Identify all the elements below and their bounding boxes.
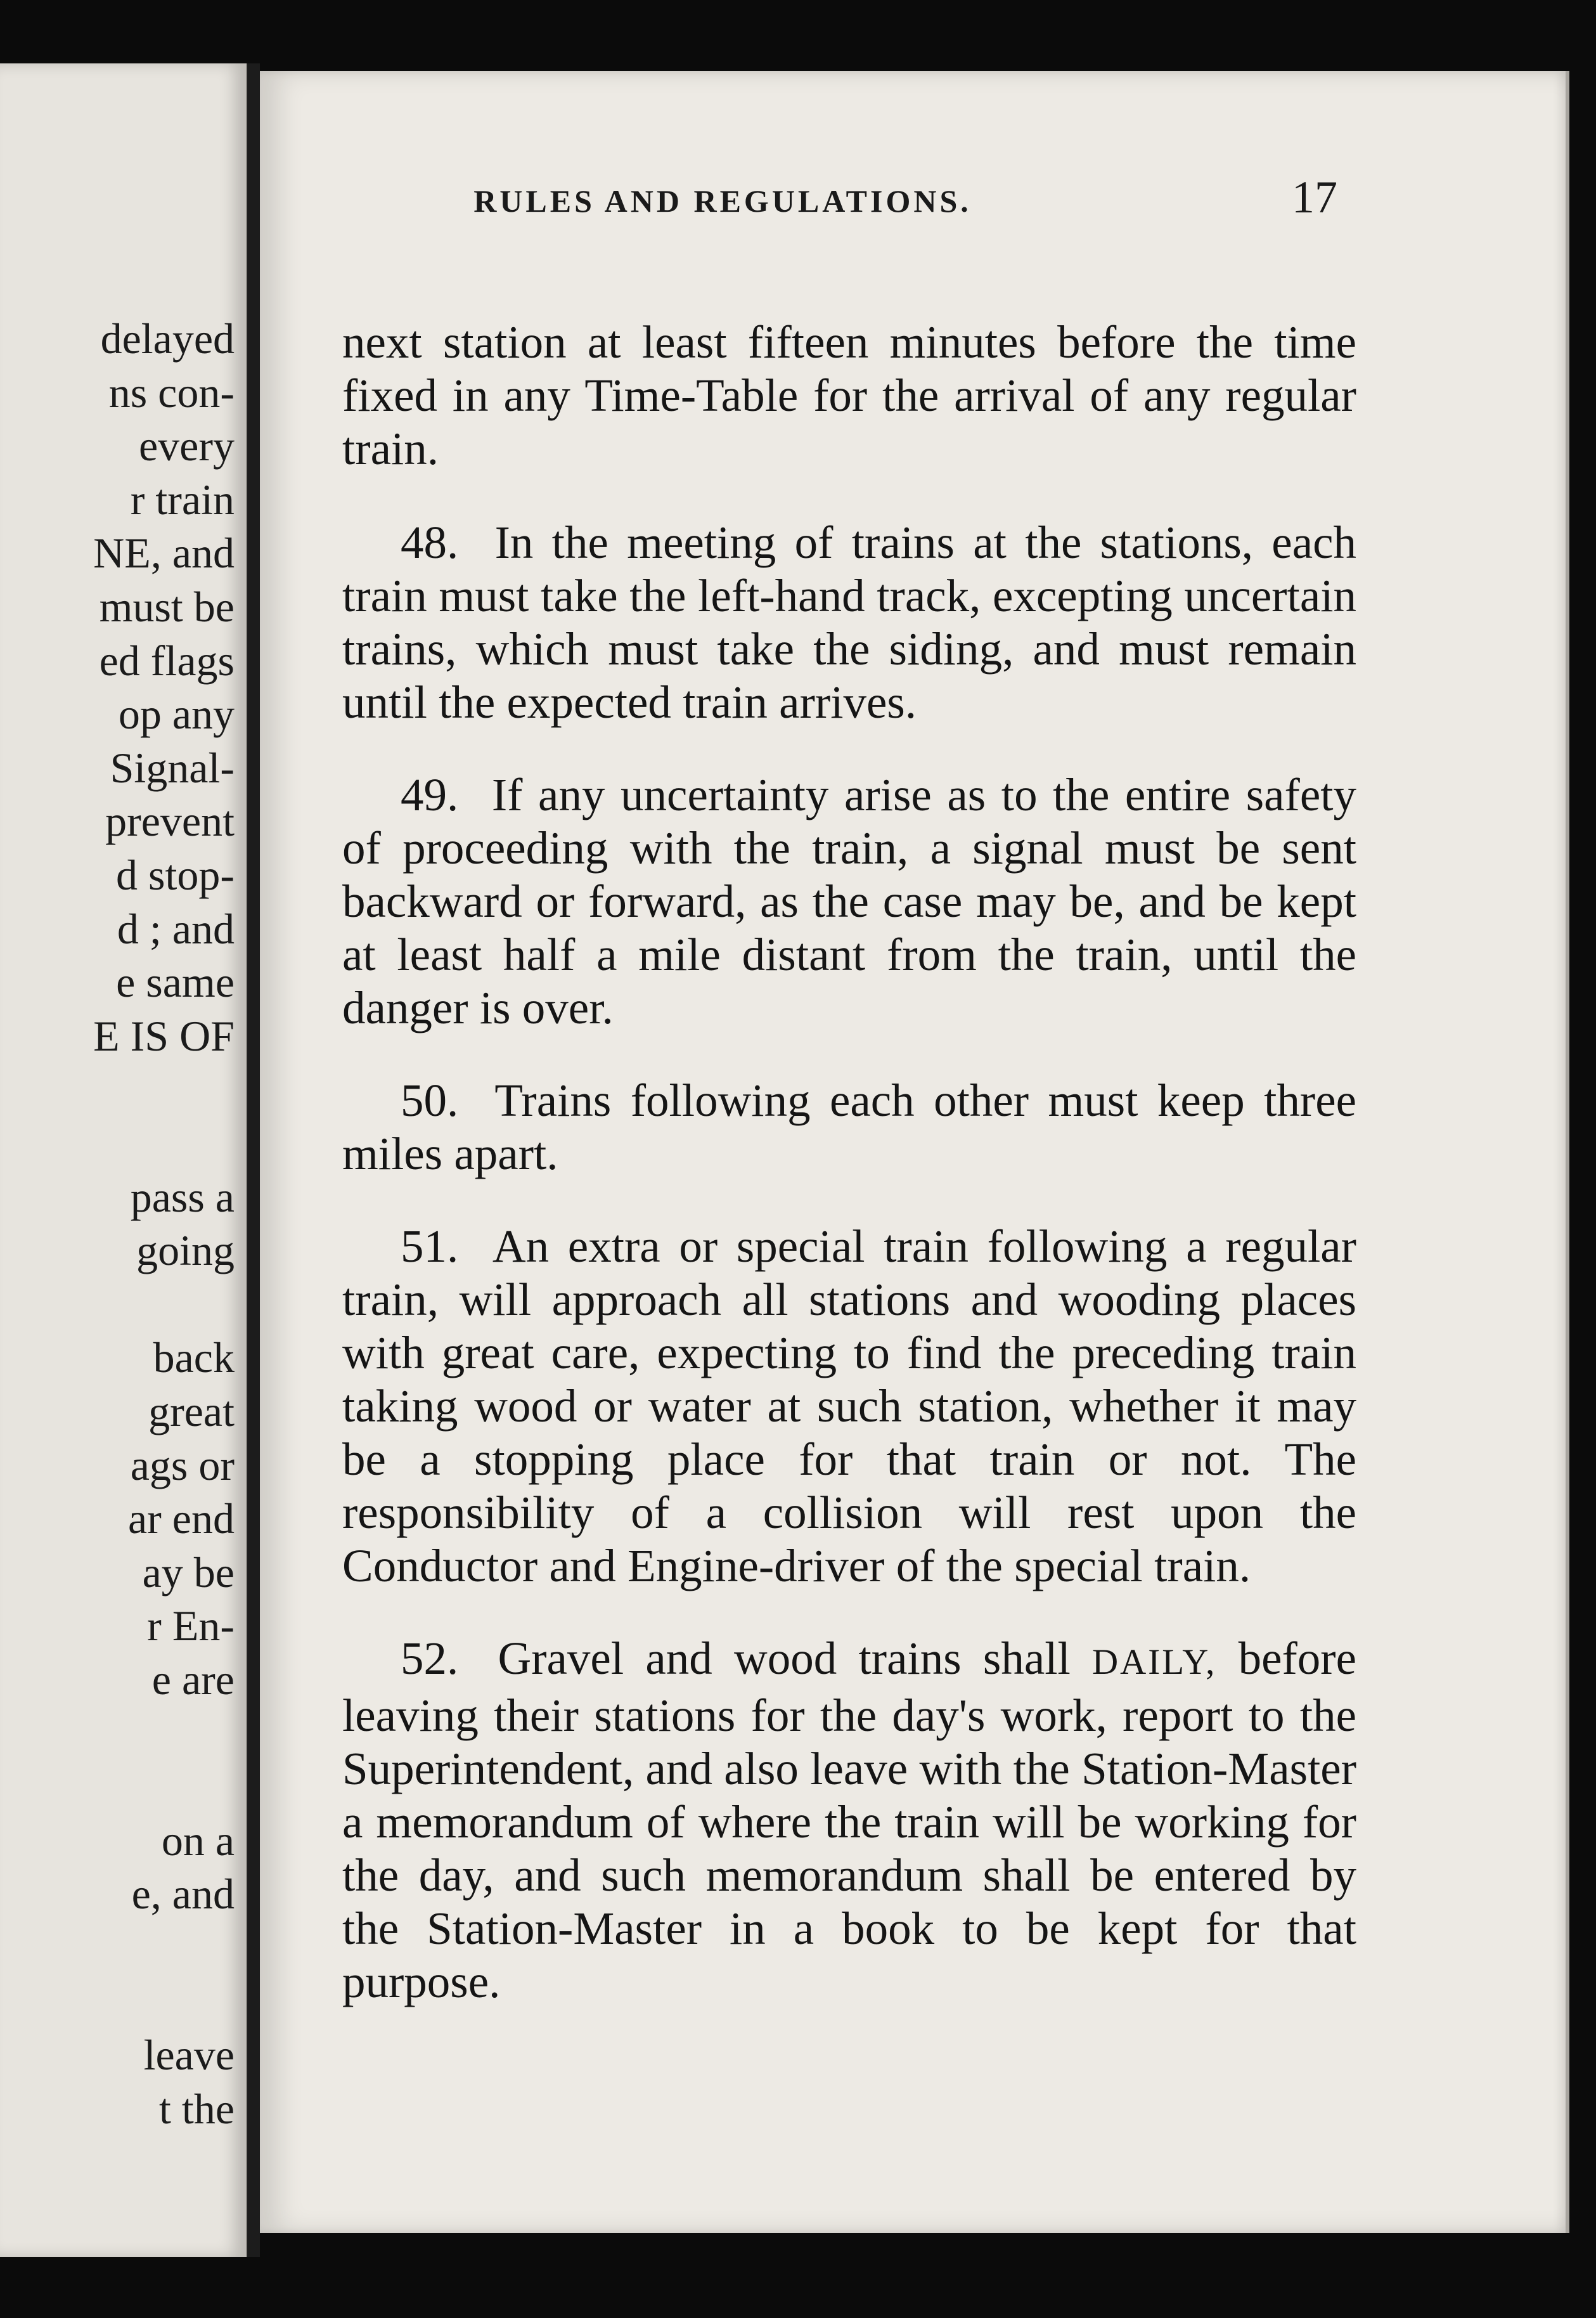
previous-page-fragment: [0, 63, 250, 2257]
left-page-line: ns con-: [108, 368, 235, 417]
left-page-line: e same: [116, 958, 235, 1007]
rule-48: [342, 516, 1356, 729]
scan-border: [0, 2257, 1596, 2318]
left-page-line: ay be: [142, 1548, 235, 1596]
rule-number: 50.: [401, 1075, 459, 1126]
page-gutter: [247, 63, 260, 2257]
left-page-line: on a: [161, 1816, 235, 1865]
rule-49: [342, 768, 1356, 1035]
left-page-line: r En-: [147, 1602, 235, 1650]
left-page-line: pass a: [130, 1172, 235, 1221]
left-page-line: E IS OF: [93, 1011, 235, 1060]
left-page-line: e, and: [131, 1870, 235, 1919]
left-page-line: r train: [130, 475, 235, 524]
left-page-line: every: [138, 422, 235, 470]
page-body: [342, 316, 1356, 2048]
rule-text: In the meeting of trains at the stations, each train must take the left-hand track, excepting uncertain trains, which must take the siding, and must remain until the expected train arrives.: [342, 517, 1357, 728]
continued-paragraph: next station at least fifteen minutes before the time fixed in any Time-Table for the arrival of any regular train.: [342, 316, 1356, 474]
left-page-line: great: [148, 1387, 235, 1435]
rule-number: 49.: [401, 769, 459, 820]
rule-text: before leaving their stations for the day's work, report to the Superintendent, and also leave with the Station-Master a memorandum of where the train will be working for the day, and such memorandum shall be entered by the Station-Master in a book to be kept for that purpose.: [342, 1633, 1356, 2007]
left-page-line: ed flags: [99, 636, 235, 685]
left-page-line: e are: [151, 1655, 235, 1704]
rule-text: Gravel and wood trains shall: [498, 1633, 1071, 1684]
left-page-line: NE, and: [93, 529, 235, 578]
left-page-line: ags or: [130, 1441, 235, 1489]
left-page-line: d ; and: [117, 904, 235, 953]
rule-number: 48.: [401, 517, 459, 568]
rule-number: 51.: [401, 1221, 459, 1272]
left-page-line: must be: [99, 583, 235, 631]
left-page-line: prevent: [105, 797, 235, 846]
emphasis-text: DAILY,: [1092, 1642, 1217, 1682]
left-page-line: delayed: [100, 314, 235, 363]
left-page-line: d stop-: [116, 851, 235, 899]
rule-text: An extra or special train following a regular train, will approach all stations and wooding places with great care, expecting to find the preceding train taking wood or water at such station, whether it may be a stopping place for that train or not. The responsibility of a collision will rest upon the Conductor and Engine-driver of the special train.: [342, 1221, 1356, 1591]
left-page-line: leave: [143, 2031, 235, 2080]
left-page-line: Signal-: [110, 743, 235, 792]
page-number: 17: [1292, 172, 1337, 223]
rule-52: [342, 1632, 1356, 2009]
running-title: RULES AND REGULATIONS.: [473, 183, 972, 219]
rule-50: [342, 1074, 1356, 1181]
left-page-line: going: [136, 1226, 235, 1275]
rule-number: 52.: [401, 1633, 459, 1684]
left-page-line: t the: [159, 2084, 235, 2133]
running-head: [298, 172, 1337, 240]
rule-text: If any uncertainty arise as to the entire safety of proceeding with the train, a signal must be sent backward or forward, as the case may be, and be kept at least half a mile distant from the train, until the danger is over.: [342, 769, 1356, 1033]
left-page-line: back: [153, 1333, 235, 1382]
left-page-line: op any: [118, 690, 235, 739]
rule-51: [342, 1220, 1356, 1593]
rule-text: Trains following each other must keep three miles apart.: [342, 1075, 1356, 1179]
left-page-line: ar end: [127, 1494, 235, 1543]
